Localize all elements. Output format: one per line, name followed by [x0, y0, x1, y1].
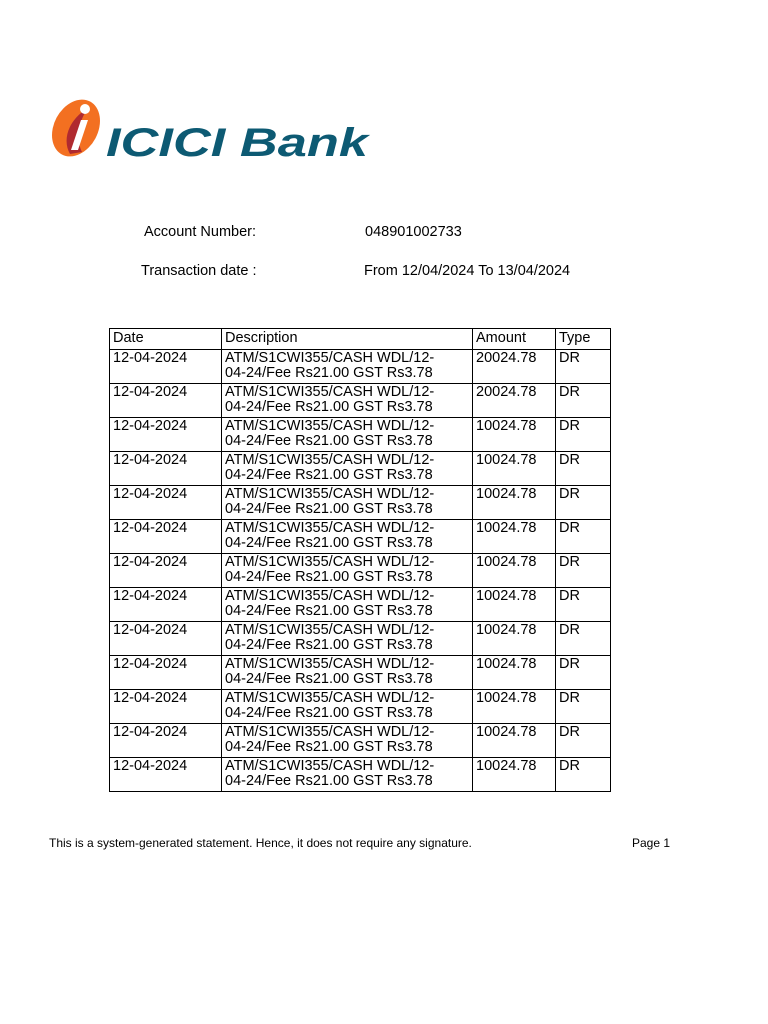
cell-date: 12-04-2024 [110, 452, 222, 486]
header-date: Date [110, 329, 222, 350]
table-row [110, 452, 611, 486]
table-row [110, 588, 611, 622]
transactions-body [110, 350, 611, 792]
description-line: 04-24/Fee Rs21.00 GST Rs3.78 [225, 569, 433, 585]
description-line: 04-24/Fee Rs21.00 GST Rs3.78 [225, 467, 433, 483]
description-line: ATM/S1CWI355/CASH WDL/12- [225, 690, 435, 706]
cell-amount: 10024.78 [473, 656, 556, 690]
description-line: 04-24/Fee Rs21.00 GST Rs3.78 [225, 399, 433, 415]
cell-amount: 10024.78 [473, 418, 556, 452]
cell-type: DR [556, 622, 611, 656]
header-type: Type [556, 329, 611, 350]
cell-date: 12-04-2024 [110, 554, 222, 588]
cell-amount: 10024.78 [473, 690, 556, 724]
page-number: Page 1 [632, 836, 671, 850]
cell-type: DR [556, 656, 611, 690]
cell-date: 12-04-2024 [110, 656, 222, 690]
cell-type: DR [556, 588, 611, 622]
cell-amount: 10024.78 [473, 758, 556, 792]
system-generated-note: This is a system-generated statement. Hence, it does not require any signature. [49, 836, 472, 850]
table-row [110, 554, 611, 588]
cell-description [222, 690, 473, 724]
cell-amount: 20024.78 [473, 384, 556, 418]
cell-date: 12-04-2024 [110, 690, 222, 724]
cell-amount: 10024.78 [473, 486, 556, 520]
cell-date: 12-04-2024 [110, 350, 222, 384]
cell-description [222, 384, 473, 418]
cell-date: 12-04-2024 [110, 588, 222, 622]
cell-type: DR [556, 384, 611, 418]
cell-type: DR [556, 350, 611, 384]
table-row [110, 384, 611, 418]
description-line: 04-24/Fee Rs21.00 GST Rs3.78 [225, 705, 433, 721]
description-line: ATM/S1CWI355/CASH WDL/12- [225, 520, 435, 536]
description-line: ATM/S1CWI355/CASH WDL/12- [225, 588, 435, 604]
table-header-row [110, 329, 611, 350]
description-line: ATM/S1CWI355/CASH WDL/12- [225, 554, 435, 570]
cell-description [222, 350, 473, 384]
cell-description [222, 418, 473, 452]
transaction-date-label: Transaction date : [141, 263, 257, 279]
cell-description [222, 554, 473, 588]
cell-type: DR [556, 758, 611, 792]
cell-description [222, 486, 473, 520]
icici-bank-logo [48, 96, 378, 164]
description-line: 04-24/Fee Rs21.00 GST Rs3.78 [225, 433, 433, 449]
table-row [110, 350, 611, 384]
cell-type: DR [556, 554, 611, 588]
table-row [110, 520, 611, 554]
logo-wordmark: ICICI Bank [106, 121, 371, 164]
description-line: 04-24/Fee Rs21.00 GST Rs3.78 [225, 637, 433, 653]
cell-type: DR [556, 520, 611, 554]
cell-type: DR [556, 690, 611, 724]
cell-date: 12-04-2024 [110, 622, 222, 656]
description-line: 04-24/Fee Rs21.00 GST Rs3.78 [225, 739, 433, 755]
description-line: 04-24/Fee Rs21.00 GST Rs3.78 [225, 535, 433, 551]
description-line: ATM/S1CWI355/CASH WDL/12- [225, 452, 435, 468]
table-row [110, 758, 611, 792]
icici-logo-icon [48, 96, 378, 164]
cell-type: DR [556, 418, 611, 452]
description-line: ATM/S1CWI355/CASH WDL/12- [225, 418, 435, 434]
description-line: ATM/S1CWI355/CASH WDL/12- [225, 758, 435, 774]
table-row [110, 418, 611, 452]
cell-date: 12-04-2024 [110, 418, 222, 452]
description-line: 04-24/Fee Rs21.00 GST Rs3.78 [225, 603, 433, 619]
table-row [110, 690, 611, 724]
cell-description [222, 656, 473, 690]
cell-amount: 10024.78 [473, 622, 556, 656]
description-line: ATM/S1CWI355/CASH WDL/12- [225, 656, 435, 672]
cell-type: DR [556, 486, 611, 520]
account-number-label: Account Number: [144, 224, 257, 240]
cell-amount: 20024.78 [473, 350, 556, 384]
cell-amount: 10024.78 [473, 588, 556, 622]
cell-description [222, 588, 473, 622]
description-line: 04-24/Fee Rs21.00 GST Rs3.78 [225, 501, 433, 517]
description-line: 04-24/Fee Rs21.00 GST Rs3.78 [225, 671, 433, 687]
transaction-date-value: From 12/04/2024 To 13/04/2024 [364, 263, 571, 279]
description-line: 04-24/Fee Rs21.00 GST Rs3.78 [225, 365, 433, 381]
cell-date: 12-04-2024 [110, 724, 222, 758]
description-line: 04-24/Fee Rs21.00 GST Rs3.78 [225, 773, 433, 789]
cell-date: 12-04-2024 [110, 486, 222, 520]
cell-description [222, 758, 473, 792]
table-row [110, 622, 611, 656]
cell-type: DR [556, 452, 611, 486]
cell-amount: 10024.78 [473, 520, 556, 554]
cell-date: 12-04-2024 [110, 520, 222, 554]
cell-description [222, 622, 473, 656]
cell-date: 12-04-2024 [110, 758, 222, 792]
table-row [110, 656, 611, 690]
cell-description [222, 724, 473, 758]
logo-mark-i-dot [80, 104, 90, 114]
description-line: ATM/S1CWI355/CASH WDL/12- [225, 724, 435, 740]
cell-type: DR [556, 724, 611, 758]
account-number-value: 048901002733 [365, 224, 462, 240]
description-line: ATM/S1CWI355/CASH WDL/12- [225, 350, 435, 366]
header-description: Description [222, 329, 473, 350]
description-line: ATM/S1CWI355/CASH WDL/12- [225, 486, 435, 502]
description-line: ATM/S1CWI355/CASH WDL/12- [225, 622, 435, 638]
table-row [110, 486, 611, 520]
cell-description [222, 452, 473, 486]
cell-amount: 10024.78 [473, 452, 556, 486]
transactions-table [109, 328, 611, 792]
header-amount: Amount [473, 329, 556, 350]
cell-description [222, 520, 473, 554]
cell-date: 12-04-2024 [110, 384, 222, 418]
cell-amount: 10024.78 [473, 554, 556, 588]
cell-amount: 10024.78 [473, 724, 556, 758]
table-row [110, 724, 611, 758]
description-line: ATM/S1CWI355/CASH WDL/12- [225, 384, 435, 400]
